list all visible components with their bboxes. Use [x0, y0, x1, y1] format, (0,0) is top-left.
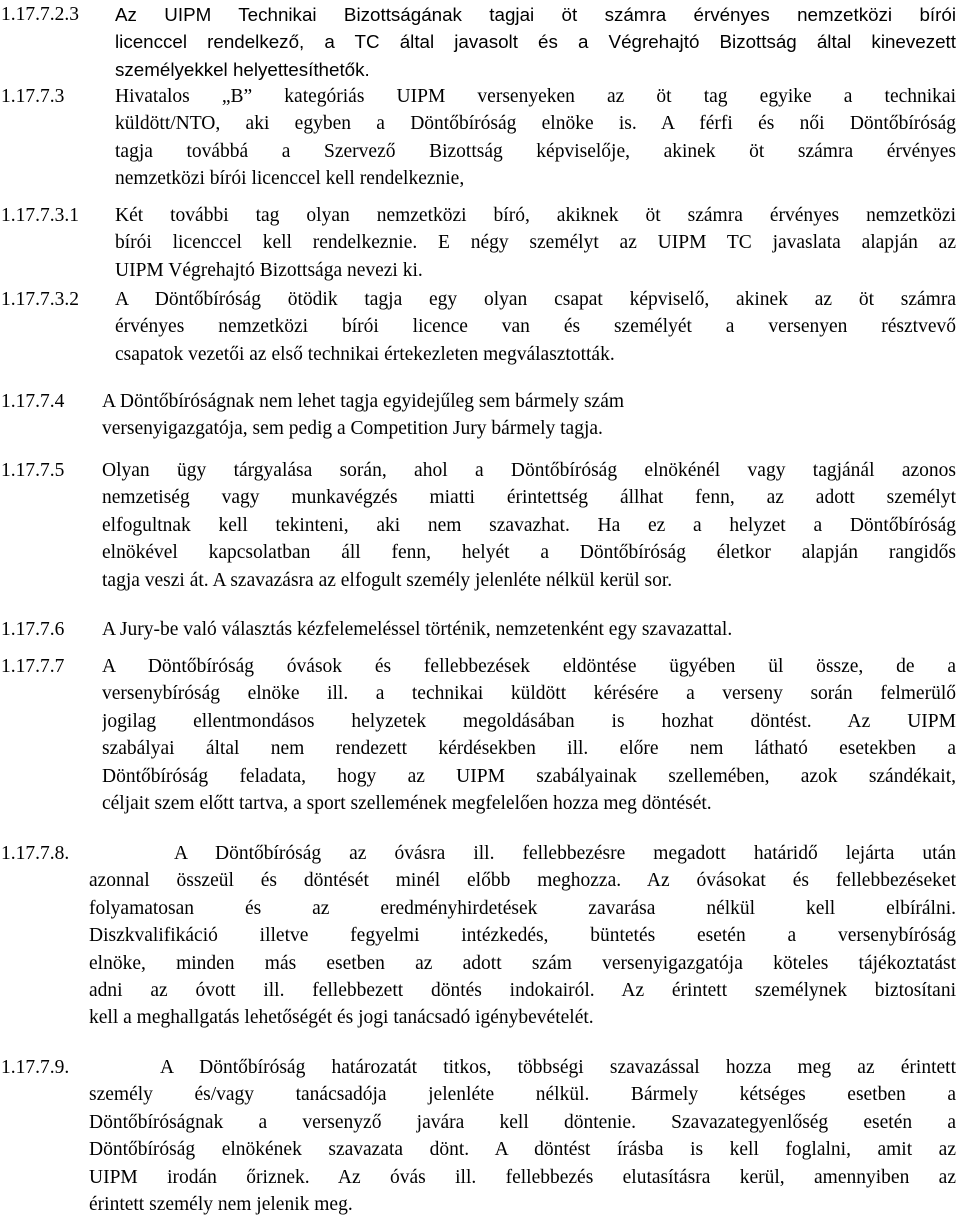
paragraph-line: tagja továbbá a Szervező Bizottság képviselője, akinek öt számra érvényes: [115, 140, 956, 162]
paragraph-number: 1.17.7.9.: [1, 1057, 70, 1078]
paragraph-line: Diszkvalifikáció illetve fegyelmi intézkedés, büntetés esetén a versenybíróság: [89, 925, 956, 947]
paragraph-line: Az UIPM Technikai Bizottságának tagjai öt számra érvényes nemzetközi bírói: [115, 4, 956, 25]
paragraph-line: elfogultnak kell tekinteni, aki nem szavazhat. Ha ez a helyzet a Döntőbíróság: [102, 514, 956, 536]
paragraph-1-17-7-2-3: [1, 1, 956, 83]
paragraph-number: 1.17.7.2.3: [1, 4, 79, 25]
paragraph-line: licenccel rendelkező, a TC által javasolt és a Végrehajtó Bizottság által kinevezett: [115, 31, 956, 53]
paragraph-line: A Döntőbíróságnak nem lehet tagja egyidejűleg sem bármely szám: [102, 391, 625, 412]
paragraph-line: Olyan ügy tárgyalása során, ahol a Döntőbíróság elnökénél vagy tagjánál azonos: [102, 460, 956, 481]
paragraph-number: 1.17.7.4: [1, 391, 65, 412]
paragraph-number: 1.17.7.6: [1, 619, 65, 640]
paragraph-1-17-7-7: [1, 653, 956, 817]
paragraph-line: Döntőbíróság feladata, hogy az UIPM szabályainak szellemében, azok szándékait,: [102, 765, 956, 787]
paragraph-line: versenybíróság elnöke ill. a technikai küldött kérésére a verseny során felmerülő: [102, 683, 956, 705]
paragraph-line: szabályai által nem rendezett kérdésekben ill. előre nem látható esetekben a: [102, 738, 956, 760]
paragraph-line: tagja veszi át. A szavazásra az elfogult személy jelenléte nélkül kerül sor.: [102, 569, 673, 591]
paragraph-number: 1.17.7.3.1: [1, 205, 79, 226]
paragraph-1-17-7-5: [1, 457, 956, 594]
paragraph-number: 1.17.7.7: [1, 656, 65, 677]
paragraph-1-17-7-6: [1, 616, 956, 643]
paragraph-line: csapatok vezetői az első technikai értekezleten megválasztották.: [115, 343, 615, 365]
paragraph-number: 1.17.7.3.2: [1, 289, 79, 310]
paragraph-line: Két további tag olyan nemzetközi bíró, akiknek öt számra érvényes nemzetközi: [115, 205, 956, 226]
paragraph-line: adni az óvott ill. fellebbezett döntés indokairól. Az érintett személynek biztosítani: [89, 979, 956, 1001]
paragraph-line: jogilag ellentmondásos helyzetek megoldásában is hozhat döntést. Az UIPM: [102, 710, 956, 732]
paragraph-1-17-7-4: [1, 388, 956, 443]
paragraph-line: kell a meghallgatás lehetőségét és jogi tanácsadó igénybevételét.: [89, 1007, 594, 1029]
paragraph-number: 1.17.7.3: [1, 86, 65, 107]
paragraph-1-17-7-9: [1, 1054, 956, 1218]
paragraph-line: versenyigazgatója, sem pedig a Competition Jury bármely tagja.: [102, 418, 603, 440]
paragraph-line: személyekkel helyettesíthetők.: [115, 58, 370, 80]
paragraph-line: A Jury-be való választás kézfelemeléssel történik, nemzetenként egy szavazattal.: [102, 619, 733, 640]
paragraph-line: nemzetközi bírói licenccel kell rendelkeznie,: [115, 168, 465, 190]
paragraph-first-line: A Döntőbíróság az óvásra ill. fellebbezésre megadott határidő lejárta után: [174, 843, 956, 864]
paragraph-line: Döntőbíróság elnökének szavazata dönt. A döntést írásba is kell foglalni, amit az: [89, 1139, 956, 1161]
paragraph-first-line: A Döntőbíróság határozatát titkos, többségi szavazással hozza meg az érintett: [160, 1057, 956, 1078]
paragraph-line: folyamatosan és az eredményhirdetések zavarása nélkül kell elbírálni.: [89, 897, 956, 919]
paragraph-line: nemzetiség vagy munkavégzés miatti érintettség állhat fenn, az adott személyt: [102, 487, 956, 509]
paragraph-line: azonnal összeül és döntését minél előbb meghozza. Az óvásokat és fellebbezéseket: [89, 870, 956, 892]
paragraph-1-17-7-8: [1, 840, 956, 1032]
paragraph-line: küldött/NTO, aki egyben a Döntőbíróság elnöke is. A férfi és női Döntőbíróság: [115, 113, 956, 135]
paragraph-line: elnökével kapcsolatban áll fenn, helyét a Döntőbíróság életkor alapján rangidős: [102, 542, 956, 564]
paragraph-line: Hivatalos „B” kategóriás UIPM versenyeken az öt tag egyike a technikai: [115, 86, 956, 107]
paragraph-line: A Döntőbíróság ötödik tagja egy olyan csapat képviselő, akinek az öt számra: [115, 289, 956, 310]
paragraph-line: érvényes nemzetközi bírói licence van és személyét a versenyen résztvevő: [115, 316, 956, 338]
paragraph-1-17-7-3-1: [1, 202, 956, 284]
paragraph-number: 1.17.7.5: [1, 460, 65, 481]
paragraph-line: A Döntőbíróság óvások és fellebbezések eldöntése ügyében ül össze, de a: [102, 656, 956, 677]
paragraph-line: UIPM irodán őriznek. Az óvás ill. fellebbezés elutasításra kerül, amennyiben az: [89, 1166, 956, 1188]
paragraph-line: céljait szem előtt tartva, a sport szellemének megfelelően hozza meg döntését.: [102, 792, 712, 814]
paragraph-1-17-7-3: [1, 83, 956, 193]
paragraph-line: személy és/vagy tanácsadója jelenléte nélkül. Bármely kétséges esetben a: [89, 1084, 956, 1106]
paragraph-line: Döntőbíróságnak a versenyző javára kell döntenie. Szavazategyenlőség esetén a: [89, 1111, 956, 1133]
paragraph-1-17-7-3-2: [1, 286, 956, 368]
paragraph-line: bírói licenccel kell rendelkeznie. E négy személyt az UIPM TC javaslata alapján az: [115, 232, 956, 254]
paragraph-line: elnöke, minden más esetben az adott szám versenyigazgatója köteles tájékoztatást: [89, 952, 956, 974]
paragraph-number: 1.17.7.8.: [1, 843, 70, 864]
paragraph-line: UIPM Végrehajtó Bizottsága nevezi ki.: [115, 259, 423, 281]
paragraph-line: érintett személy nem jelenik meg.: [89, 1193, 353, 1215]
